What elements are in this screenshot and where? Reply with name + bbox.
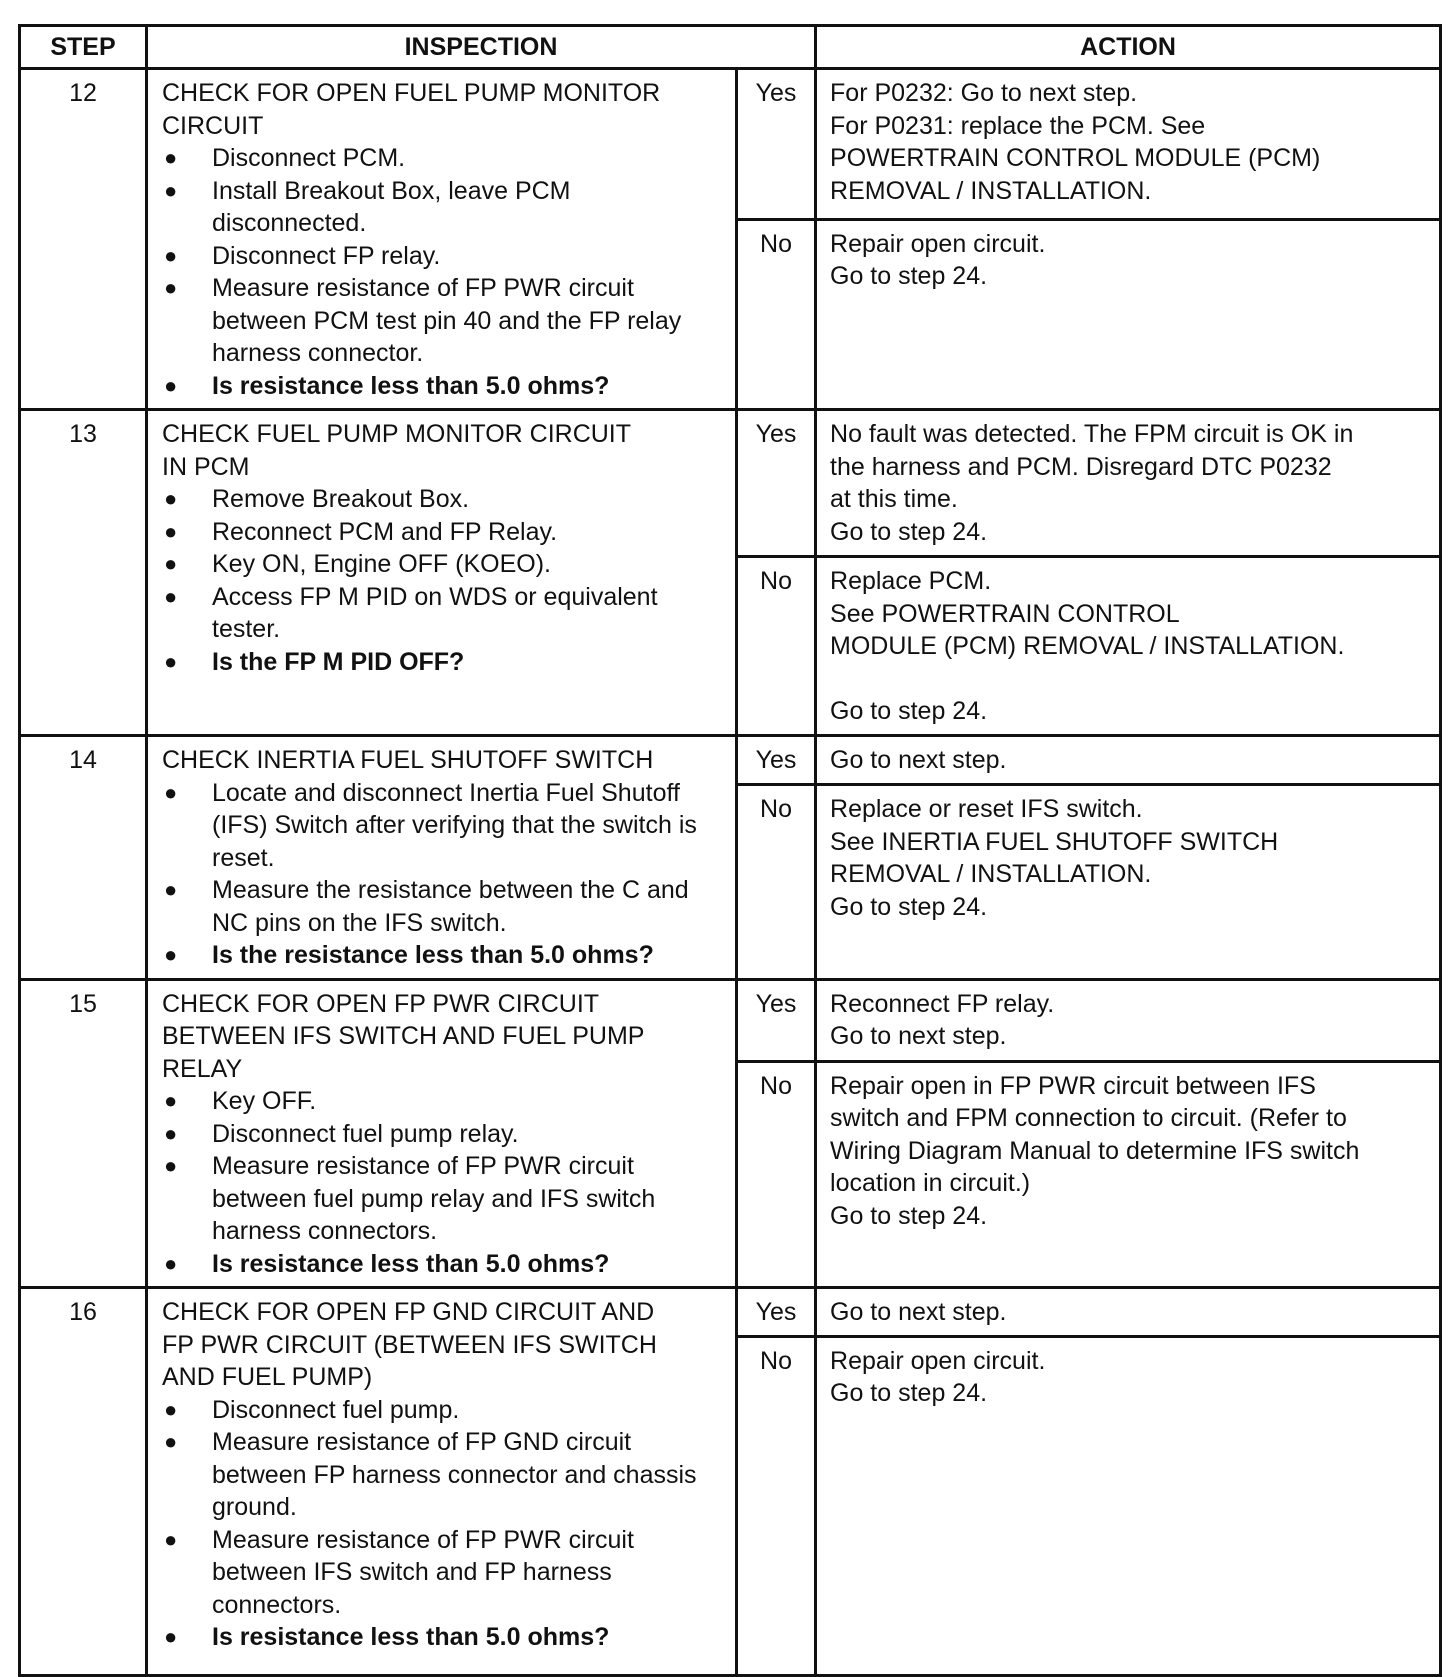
- bullet-icon: ●: [164, 372, 178, 398]
- inspection-bullets: [162, 1394, 727, 1654]
- inspection-bullet: [162, 777, 727, 875]
- inspection-bullets: [162, 483, 727, 678]
- inspection-bullet: [162, 1118, 727, 1151]
- bullet-icon: ●: [164, 1624, 178, 1649]
- inspection-bullet: [162, 142, 727, 175]
- bullet-text: Disconnect FP relay.: [212, 241, 441, 270]
- action-line: REMOVAL / INSTALLATION.: [830, 860, 1152, 889]
- bullet-text: Key ON, Engine OFF (KOEO).: [212, 550, 551, 578]
- table-row: [20, 1288, 1441, 1337]
- yes-action: [816, 1288, 1441, 1337]
- inspection-title: CHECK FOR OPEN FP GND CIRCUIT AND: [162, 1298, 655, 1326]
- action-line: Wiring Diagram Manual to determine IFS switch: [830, 1136, 1360, 1165]
- yes-label: Yes: [737, 69, 816, 220]
- inspection-title: CHECK INERTIA FUEL SHUTOFF SWITCH: [162, 746, 654, 774]
- question-text: Is resistance less than 5.0 ohms?: [212, 1623, 610, 1651]
- yes-label: Yes: [737, 979, 816, 1061]
- table-row: [20, 736, 1441, 785]
- no-label: No: [737, 219, 816, 409]
- action-line: switch and FPM connection to circuit. (Refer to: [830, 1104, 1347, 1133]
- bullet-icon: ●: [164, 242, 178, 268]
- action-line: See POWERTRAIN CONTROL: [830, 599, 1180, 628]
- inspection-bullet: [162, 175, 727, 240]
- table-row: [20, 979, 1441, 1061]
- no-action: [816, 219, 1441, 409]
- bullet-text: Disconnect fuel pump.: [212, 1395, 460, 1424]
- bullet-text: Measure resistance of FP PWR circuit between PCM test pin 40 and the FP relay harness connector.: [212, 274, 682, 367]
- inspection-bullets: [162, 1085, 727, 1280]
- action-line: For P0231: replace the PCM. See: [830, 111, 1206, 140]
- bullet-icon: ●: [164, 648, 178, 674]
- bullet-text: Measure resistance of FP PWR circuit between fuel pump relay and IFS switch harness connectors.: [212, 1152, 656, 1245]
- no-label: No: [737, 1061, 816, 1287]
- bullet-icon: ●: [164, 1120, 178, 1146]
- bullet-text: Disconnect fuel pump relay.: [212, 1119, 519, 1148]
- bullet-icon: ●: [164, 177, 178, 203]
- action-line: Go to next step.: [830, 1298, 1007, 1326]
- bullet-text: Remove Breakout Box.: [212, 485, 470, 513]
- no-action: [816, 1336, 1441, 1675]
- bullet-icon: ●: [164, 551, 178, 576]
- action-line: Replace PCM.: [830, 567, 992, 595]
- bullet-icon: ●: [164, 1250, 178, 1276]
- inspection-question: [162, 939, 727, 972]
- inspection-bullet: [162, 1150, 727, 1248]
- bullet-icon: ●: [164, 942, 178, 967]
- diagnostic-table: [18, 24, 1442, 1677]
- bullet-text: Access FP M PID on WDS or equivalent tester.: [212, 582, 658, 643]
- action-line: Go to step 24.: [830, 517, 988, 546]
- inspection-cell: [147, 410, 737, 736]
- action-line: POWERTRAIN CONTROL MODULE (PCM): [830, 144, 1321, 172]
- inspection-bullet: [162, 581, 727, 646]
- step-number: 13: [20, 410, 147, 736]
- header-row: [20, 26, 1441, 69]
- inspection-title: CHECK FOR OPEN FUEL PUMP MONITOR: [162, 79, 661, 107]
- header-step: STEP: [20, 26, 147, 69]
- inspection-bullets: [162, 777, 727, 972]
- yes-action: [816, 410, 1441, 557]
- inspection-title: CIRCUIT: [162, 111, 264, 140]
- inspection-cell: [147, 736, 737, 980]
- bullet-text: Measure resistance of FP PWR circuit between IFS switch and FP harness connectors.: [212, 1525, 634, 1619]
- header-action: ACTION: [816, 26, 1441, 69]
- yes-action: [816, 736, 1441, 785]
- inspection-title: BETWEEN IFS SWITCH AND FUEL PUMP: [162, 1022, 645, 1050]
- inspection-title: CHECK FUEL PUMP MONITOR CIRCUIT: [162, 420, 632, 448]
- bullet-icon: ●: [164, 1429, 178, 1454]
- no-action: [816, 557, 1441, 736]
- bullet-icon: ●: [164, 1088, 178, 1113]
- inspection-bullet: [162, 874, 727, 939]
- step-number: 16: [20, 1288, 147, 1676]
- yes-action: [816, 69, 1441, 220]
- action-line: See INERTIA FUEL SHUTOFF SWITCH: [830, 827, 1279, 856]
- bullet-icon: ●: [164, 518, 178, 544]
- inspection-bullet: [162, 1524, 727, 1622]
- action-line: Go to next step.: [830, 746, 1007, 774]
- question-text: Is the resistance less than 5.0 ohms?: [212, 941, 654, 969]
- inspection-title: IN PCM: [162, 452, 250, 481]
- bullet-text: Measure resistance of FP GND circuit between FP harness connector and chassis ground.: [212, 1428, 697, 1521]
- action-line: [830, 663, 1429, 695]
- question-text: Is resistance less than 5.0 ohms?: [212, 1249, 610, 1278]
- action-line: For P0232: Go to next step.: [830, 79, 1138, 107]
- action-line: Reconnect FP relay.: [830, 989, 1055, 1018]
- no-label: No: [737, 785, 816, 979]
- inspection-bullet: [162, 1085, 727, 1118]
- bullet-icon: ●: [164, 486, 178, 511]
- bullet-icon: ●: [164, 583, 178, 609]
- bullet-icon: ●: [164, 779, 178, 805]
- bullet-text: Measure the resistance between the C and NC pins on the IFS switch.: [212, 876, 689, 937]
- question-text: Is the FP M PID OFF?: [212, 647, 465, 676]
- inspection-question: [162, 1621, 727, 1654]
- inspection-question: [162, 646, 727, 679]
- action-line: MODULE (PCM) REMOVAL / INSTALLATION.: [830, 632, 1345, 660]
- bullet-icon: ●: [164, 1153, 178, 1178]
- action-line: at this time.: [830, 485, 958, 513]
- bullet-text: Install Breakout Box, leave PCM disconnected.: [212, 176, 571, 237]
- action-line: Go to next step.: [830, 1022, 1007, 1050]
- action-line: Repair open in FP PWR circuit between IFS: [830, 1071, 1316, 1100]
- bullet-icon: ●: [164, 275, 178, 300]
- no-action: [816, 785, 1441, 979]
- inspection-title: RELAY: [162, 1054, 243, 1083]
- yes-label: Yes: [737, 410, 816, 557]
- inspection-cell: [147, 1288, 737, 1676]
- inspection-title: AND FUEL PUMP): [162, 1363, 373, 1391]
- no-action: [816, 1061, 1441, 1287]
- table-row: [20, 69, 1441, 220]
- inspection-bullet: [162, 272, 727, 370]
- bullet-text: Key OFF.: [212, 1087, 317, 1115]
- action-line: Go to step 24.: [830, 892, 988, 921]
- inspection-bullet: [162, 1394, 727, 1427]
- inspection-bullets: [162, 142, 727, 402]
- inspection-bullet: [162, 548, 727, 581]
- no-label: No: [737, 557, 816, 736]
- bullet-icon: ●: [164, 1526, 178, 1552]
- inspection-title: FP PWR CIRCUIT (BETWEEN IFS SWITCH: [162, 1330, 657, 1359]
- action-line: Repair open circuit.: [830, 1346, 1046, 1375]
- no-label: No: [737, 1336, 816, 1675]
- question-text: Is resistance less than 5.0 ohms?: [212, 371, 610, 400]
- action-line: Go to step 24.: [830, 262, 988, 291]
- inspection-cell: [147, 69, 737, 410]
- inspection-title: CHECK FOR OPEN FP PWR CIRCUIT: [162, 989, 600, 1018]
- bullet-text: Disconnect PCM.: [212, 144, 406, 172]
- action-line: location in circuit.): [830, 1169, 1031, 1198]
- action-line: No fault was detected. The FPM circuit is OK in: [830, 420, 1354, 448]
- bullet-icon: ●: [164, 145, 178, 170]
- action-line: REMOVAL / INSTALLATION.: [830, 176, 1152, 205]
- table-row: [20, 410, 1441, 557]
- step-number: 12: [20, 69, 147, 410]
- action-line: Go to step 24.: [830, 1379, 988, 1407]
- yes-action: [816, 979, 1441, 1061]
- yes-label: Yes: [737, 736, 816, 785]
- yes-label: Yes: [737, 1288, 816, 1337]
- bullet-text: Reconnect PCM and FP Relay.: [212, 517, 558, 546]
- action-line: the harness and PCM. Disregard DTC P0232: [830, 452, 1332, 481]
- step-number: 14: [20, 736, 147, 980]
- inspection-question: [162, 1248, 727, 1281]
- inspection-bullet: [162, 240, 727, 273]
- action-line: Go to step 24.: [830, 1201, 988, 1230]
- bullet-icon: ●: [164, 1396, 178, 1422]
- inspection-bullet: [162, 516, 727, 549]
- inspection-question: [162, 370, 727, 403]
- step-number: 15: [20, 979, 147, 1288]
- inspection-cell: [147, 979, 737, 1288]
- inspection-bullet: [162, 483, 727, 516]
- bullet-text: Locate and disconnect Inertia Fuel Shutoff (IFS) Switch after verifying that the switch is reset.: [212, 778, 697, 872]
- action-line: Go to step 24.: [830, 696, 988, 725]
- action-line: Replace or reset IFS switch.: [830, 795, 1143, 824]
- bullet-icon: ●: [164, 877, 178, 902]
- header-inspection: INSPECTION: [147, 26, 816, 69]
- action-line: Repair open circuit.: [830, 229, 1046, 258]
- inspection-bullet: [162, 1426, 727, 1524]
